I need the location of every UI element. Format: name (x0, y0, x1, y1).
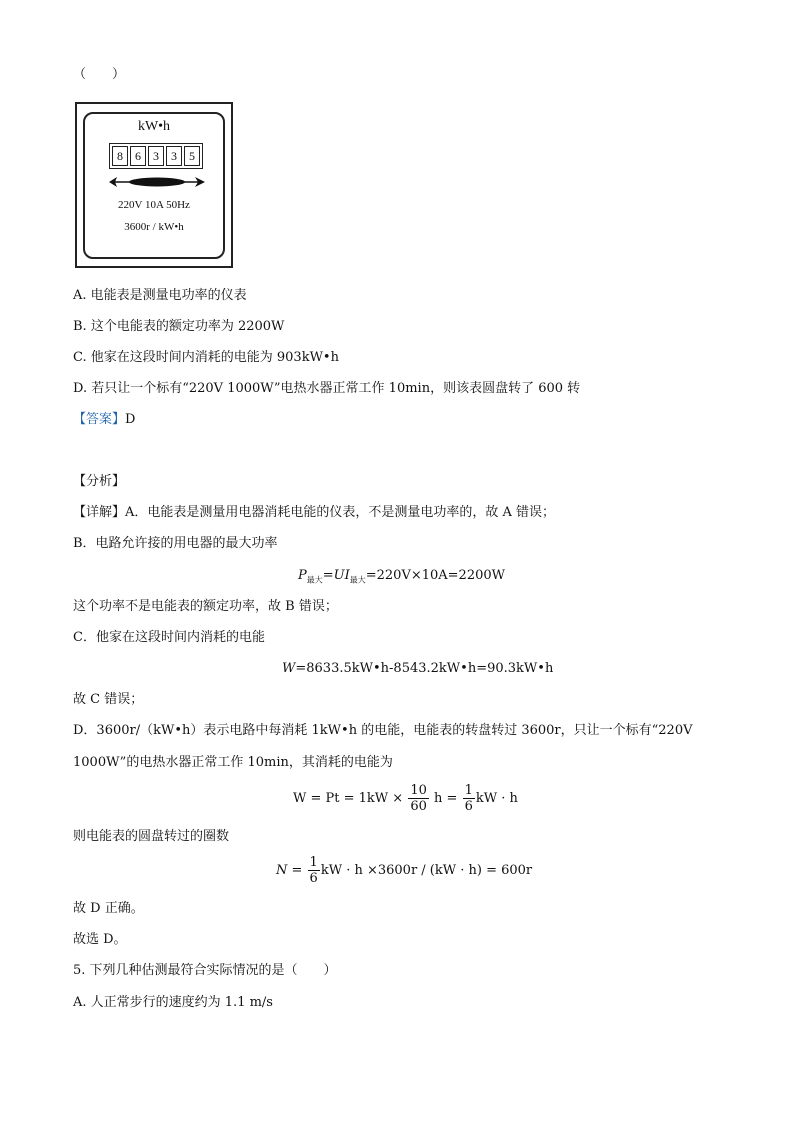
equation-max-power (298, 567, 505, 590)
fraction-numerator: 1 (464, 783, 473, 798)
detail-line-2: B．电路允许接的用电器的最大功率 (73, 536, 278, 551)
meter-rating: 220V 10A 50Hz (118, 199, 190, 211)
detail-line-7: 1000W”的电热水器正常工作 10min，其消耗的电能为 (73, 755, 393, 770)
fraction (463, 783, 475, 814)
meter-face (83, 112, 225, 259)
meter-digit: 8 (112, 146, 128, 166)
detail-text: A．电能表是测量用电器消耗电能的仪表，不是测量电功率的，故 A 错误； (125, 505, 556, 520)
eq-subscript: 最大 (306, 575, 323, 585)
detail-line-10: 故选 D。 (73, 932, 127, 947)
eq-symbol: P (298, 568, 307, 583)
option-a: A. 电能表是测量电功率的仪表 (73, 288, 247, 303)
analysis-label: 【分析】 (73, 474, 126, 489)
fraction (308, 855, 320, 886)
meter-digit: 6 (130, 146, 146, 166)
fraction-denominator: 60 (410, 799, 427, 814)
fraction-denominator: 6 (309, 871, 318, 886)
answer-value: D (125, 412, 136, 427)
fraction-numerator: 10 (410, 783, 427, 798)
equation-revolutions (276, 852, 532, 890)
detail-label: 【详解】 (73, 505, 126, 520)
eq-lhs: N = (276, 863, 303, 878)
rotating-disc-arrow-icon (107, 174, 207, 190)
detail-line-1 (73, 504, 555, 522)
eq-rest: =220V×10A=2200W (365, 568, 505, 583)
meter-constant: 3600r / kW•h (124, 221, 184, 233)
eq-middle: =UI (322, 568, 350, 583)
answer-label: 【答案】 (73, 412, 126, 427)
option-b: B. 这个电能表的额定功率为 2200W (73, 319, 285, 334)
question-5-option-a: A. 人正常步行的速度约为 1.1 m/s (73, 995, 273, 1010)
detail-line-6: D．3600r/（kW•h）表示电路中每消耗 1kW•h 的电能，电能表的转盘转过 3600r，只让一个标有“220V (73, 723, 693, 738)
question-5-stem: 5. 下列几种估测最符合实际情况的是（ ） (73, 963, 337, 978)
fraction-denominator: 6 (464, 799, 473, 814)
equation-energy (282, 660, 553, 678)
detail-line-4: C．他家在这段时间内消耗的电能 (73, 630, 265, 645)
detail-line-5: 故 C 错误； (73, 692, 144, 707)
meter-digit: 5 (184, 146, 200, 166)
detail-line-9: 故 D 正确。 (73, 901, 144, 916)
electric-meter-figure (75, 102, 233, 268)
eq-middle: h = (434, 791, 458, 806)
fraction (408, 783, 429, 814)
eq-rest: =8633.5kW•h-8543.2kW•h=90.3kW•h (295, 661, 554, 676)
meter-digit-row (109, 143, 203, 169)
answer-line (73, 411, 135, 429)
fraction-numerator: 1 (309, 855, 318, 870)
option-d: D. 若只让一个标有“220V 1000W”电热水器正常工作 10min，则该表圆盘转了 600 转 (73, 381, 581, 396)
eq-tail: kW · h (475, 791, 518, 806)
option-c: C. 他家在这段时间内消耗的电能为 903kW•h (73, 350, 339, 365)
detail-line-8: 则电能表的圆盘转过的圈数 (73, 829, 230, 844)
detail-line-3: 这个功率不是电能表的额定功率，故 B 错误； (73, 599, 338, 614)
eq-lhs: W = Pt = 1kW × (293, 791, 404, 806)
meter-digit: 3 (148, 146, 164, 166)
eq-symbol: W (282, 661, 296, 676)
meter-digit: 3 (166, 146, 182, 166)
question-paren: （ ） (73, 67, 126, 82)
eq-tail: kW · h ×3600r / (kW · h) = 600r (320, 863, 533, 878)
equation-heater-energy (293, 780, 518, 818)
eq-subscript: 最大 (349, 575, 366, 585)
meter-unit: kW•h (137, 119, 171, 134)
